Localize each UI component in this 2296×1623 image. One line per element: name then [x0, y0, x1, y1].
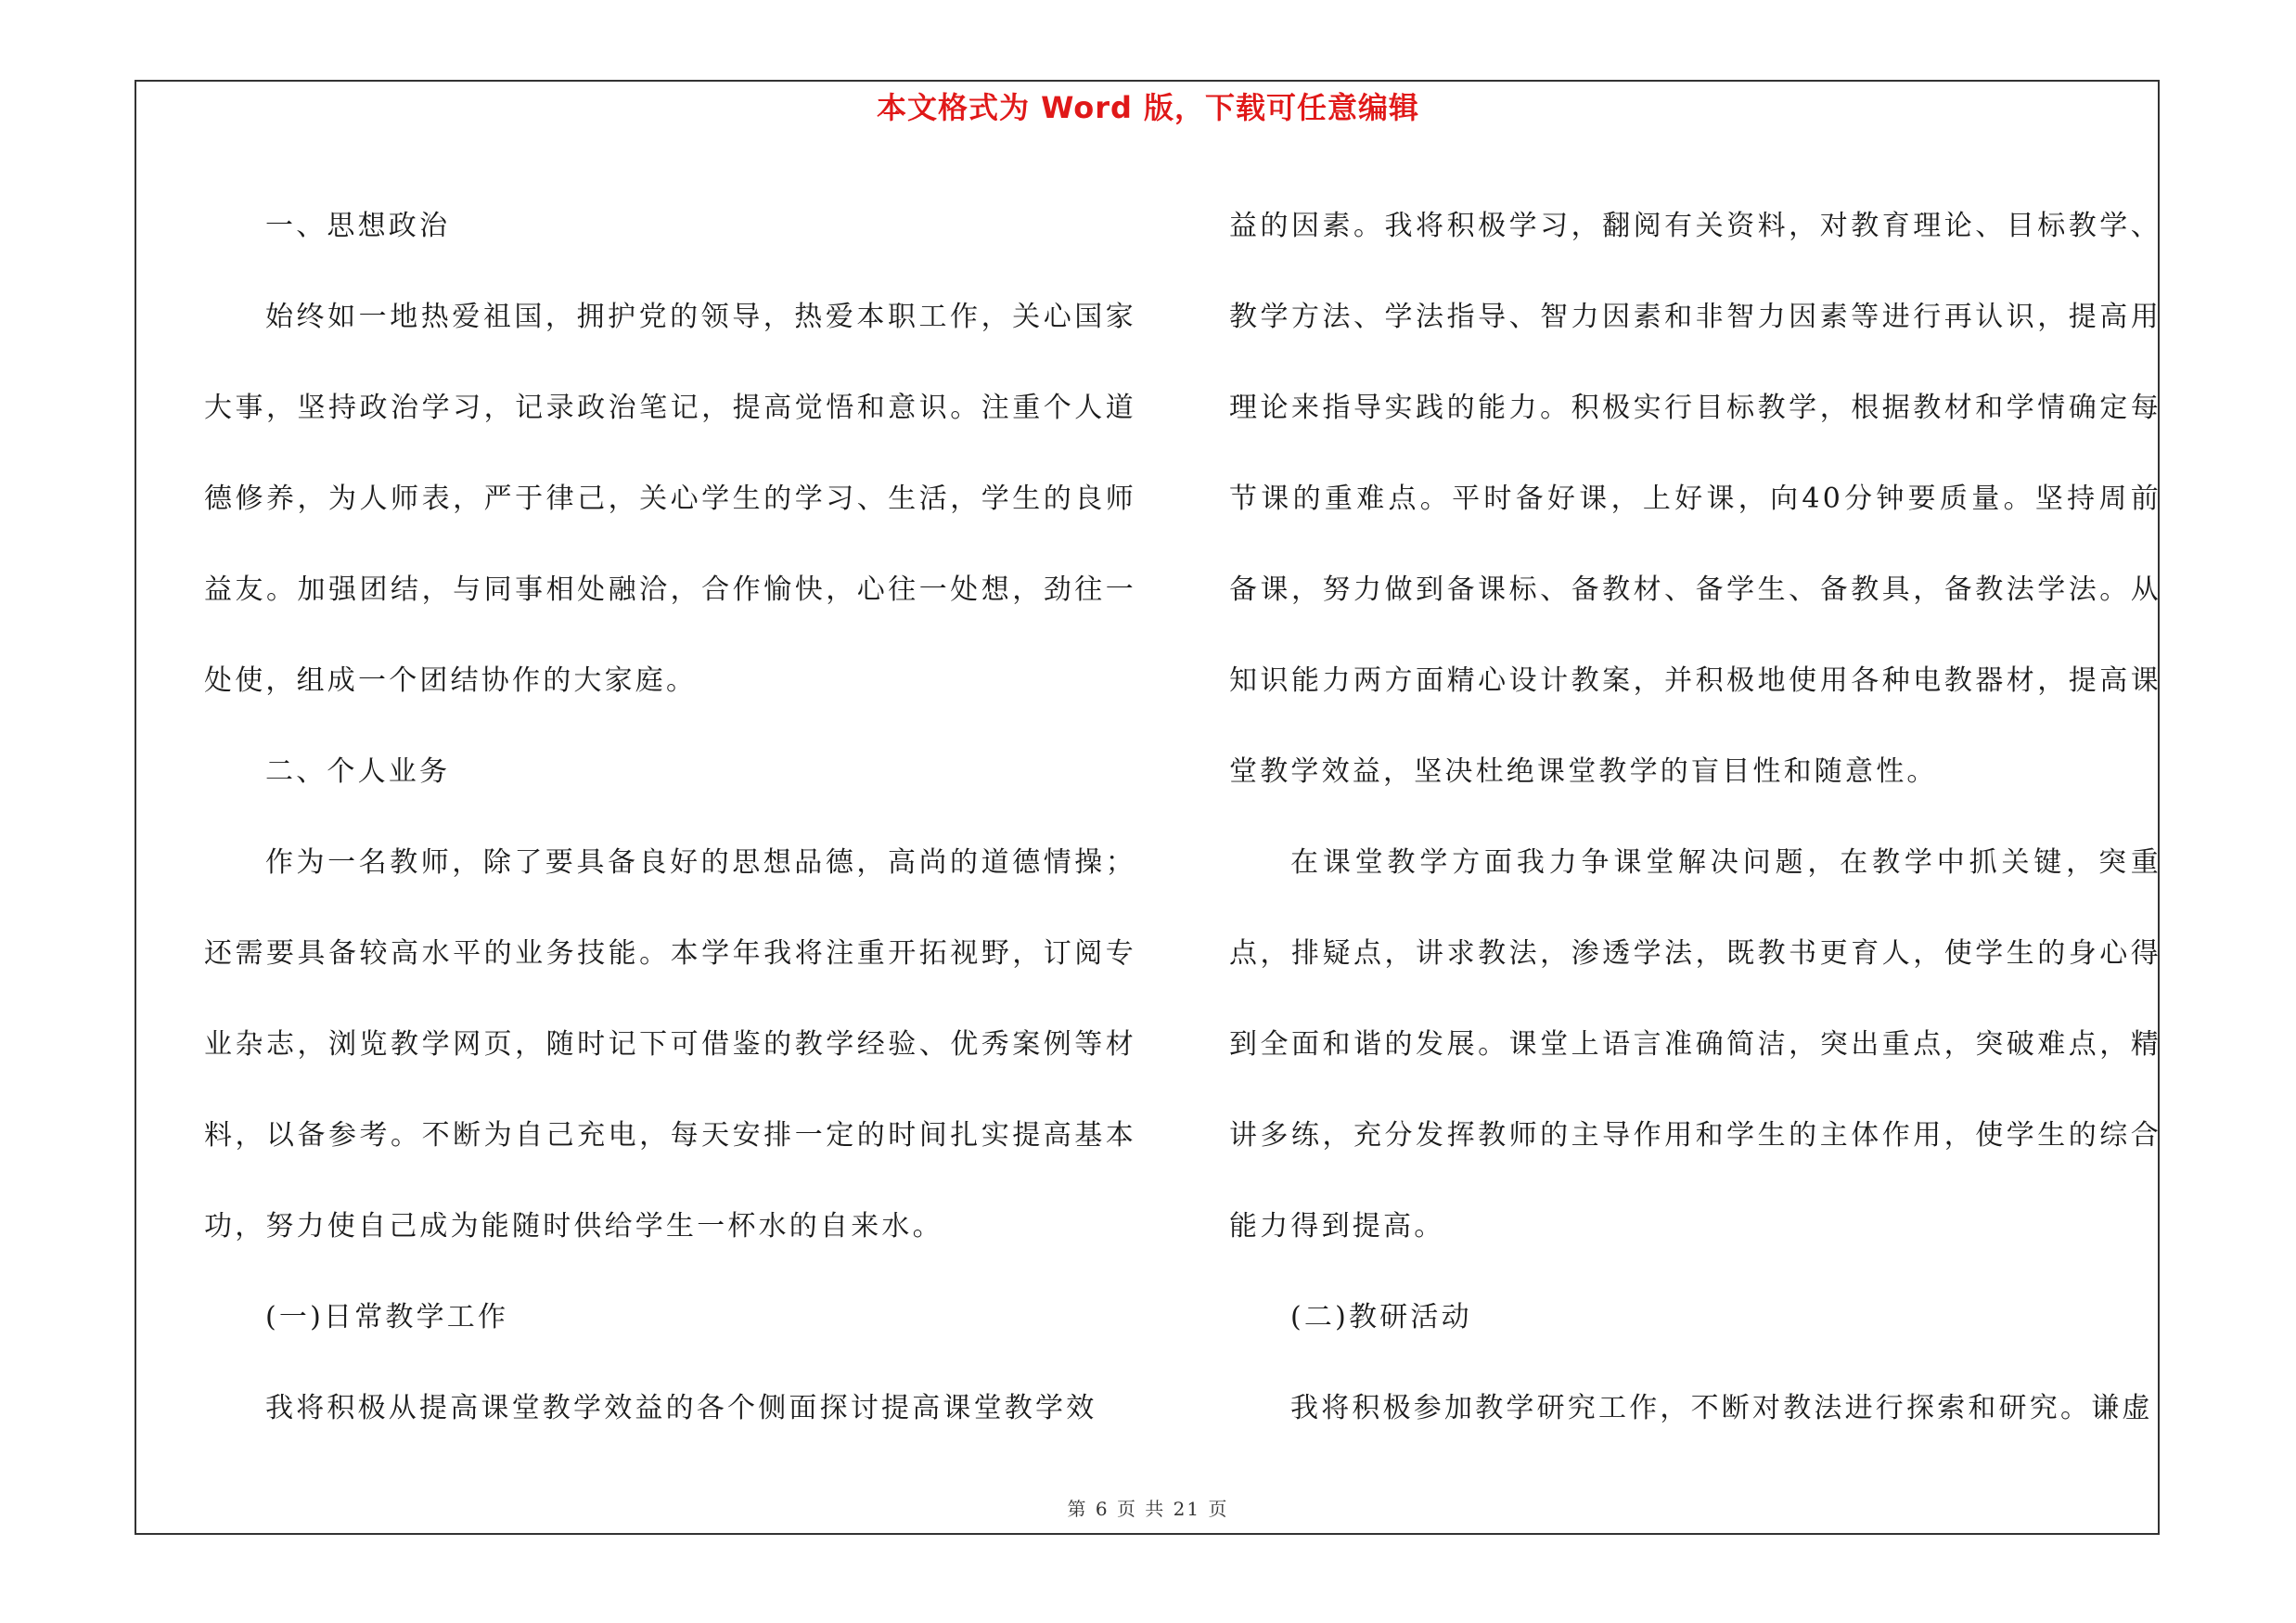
paragraph-daily-teaching-continued: 益的因素。我将积极学习，翻阅有关资料，对教育理论、目标教学、教学方法、学法指导、智力因素和非智力因素等进行再认识，提高用理论来指导实践的能力。积极实行目标教学，根据教材和学情确定每节课的重难点。平时备好课，上好课，向40分钟要质量。坚持周前备课，努力做到备课标、备教材、备学生、备教具，备教法学法。从知识能力两方面精心设计教案，并积极地使用各种电教器材，提高课堂教学效益，坚决杜绝课堂教学的盲目性和随意性。: [1229, 210, 2161, 788]
format-notice-banner: 本文格式为 Word 版，下载可任意编辑: [876, 90, 1420, 125]
paragraph-politics: 始终如一地热爱祖国，拥护党的领导，热爱本职工作，关心国家大事，坚持政治学习，记录政治笔记，提高觉悟和意识。注重个人道德修养，为人师表，严于律己，关心学生的学习、生活，学生的良师益友。加强团结，与同事相处融洽，合作愉快，心往一处想，劲往一处使，组成一个团结协作的大家庭。: [204, 301, 1136, 697]
subheading-teaching-research: (二)教研活动: [1290, 1301, 1472, 1333]
right-text-column: [1229, 181, 2161, 1454]
page-number-footer: 第 6 页 共 21 页: [1067, 1498, 1229, 1520]
section-heading-personal-work: 二、个人业务: [265, 755, 451, 788]
subheading-daily-teaching: (一)日常教学工作: [265, 1301, 509, 1333]
paragraph-personal-work: 作为一名教师，除了要具备良好的思想品德，高尚的道德情操；还需要具备较高水平的业务技能。本学年我将注重开拓视野，订阅专业杂志，浏览教学网页，随时记下可借鉴的教学经验、优秀案例等材料，以备参考。不断为自己充电，每天安排一定的时间扎实提高基本功，努力使自己成为能随时供给学生一杯水的自来水。: [204, 846, 1136, 1243]
left-text-column: [204, 181, 1136, 1454]
paragraph-teaching-research-start: 我将积极参加教学研究工作，不断对教法进行探索和研究。谦虚: [1290, 1392, 2153, 1424]
paragraph-classroom-teaching: 在课堂教学方面我力争课堂解决问题，在教学中抓关键，突重点，排疑点，讲求教法，渗透学法，既教书更育人，使学生的身心得到全面和谐的发展。课堂上语言准确简洁，突出重点，突破难点，精讲多练，充分发挥教师的主导作用和学生的主体作用，使学生的综合能力得到提高。: [1229, 846, 2161, 1243]
section-heading-politics: 一、思想政治: [265, 210, 451, 242]
paragraph-daily-teaching-start: 我将积极从提高课堂教学效益的各个侧面探讨提高课堂教学效: [265, 1392, 1097, 1424]
